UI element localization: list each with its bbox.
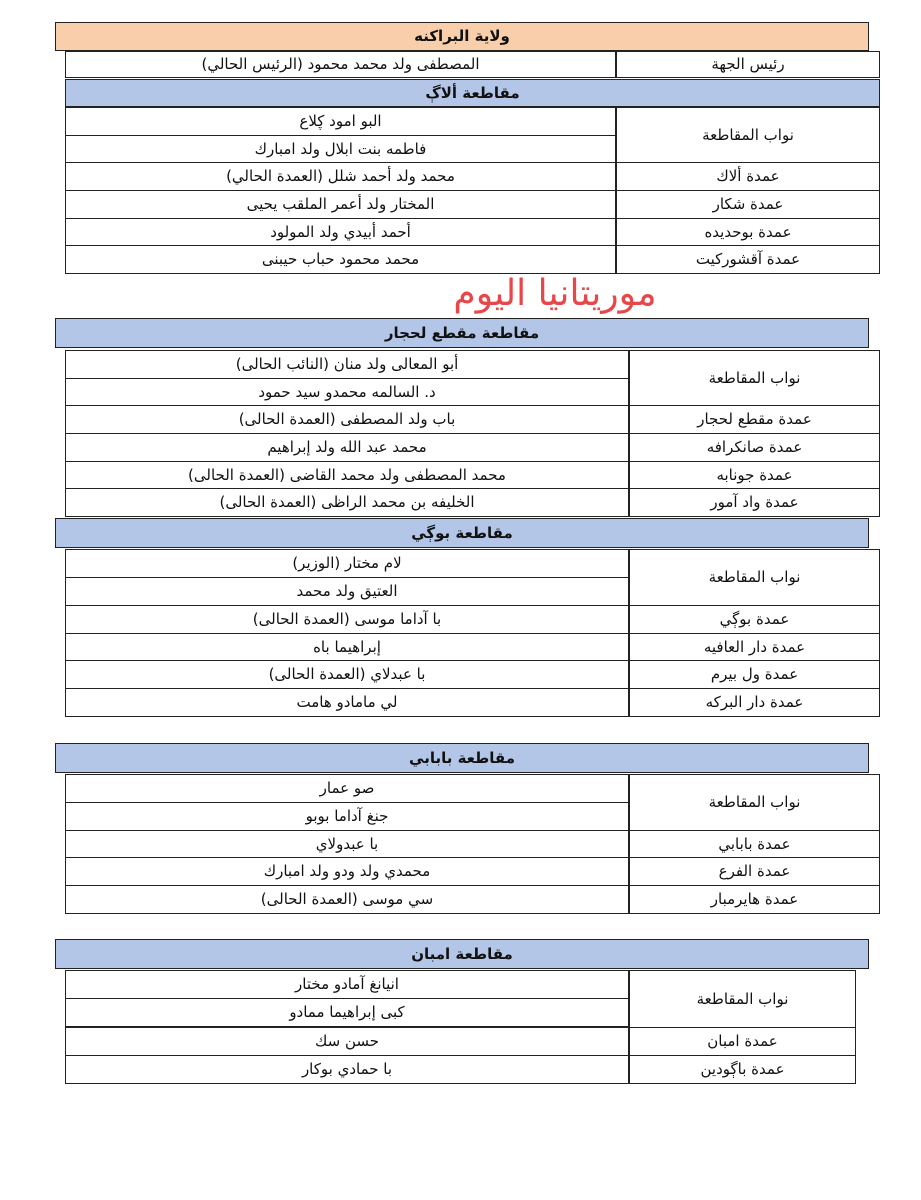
section-title: مقاطعة ألاڳ	[65, 79, 880, 107]
deputies-label: نواب المقاطعة	[629, 774, 880, 831]
watermark-text: موريتانيا اليوم	[453, 273, 657, 314]
deputy-name: العتيق ولد محمد	[65, 577, 629, 606]
mayor-label: عمدة بابابي	[629, 830, 880, 859]
mayor-label: عمدة شكار	[616, 190, 880, 219]
section-title: مقاطعة مقطع لحجار	[55, 318, 869, 348]
mayor-label: عمدة آقشوركيت	[616, 245, 880, 274]
mayor-name: با عبدولاي	[65, 830, 629, 859]
deputies-label: نواب المقاطعة	[629, 970, 856, 1028]
mayor-name: حسن سك	[65, 1027, 629, 1056]
mayor-name: محمد محمود حباب حيبنى	[65, 245, 616, 274]
deputy-name: جنغ آداما بوبو	[65, 802, 629, 831]
mayor-name: محمدي ولد ودو ولد امبارك	[65, 857, 629, 886]
deputies-label: نواب المقاطعة	[629, 549, 880, 606]
mayor-label: عمدة دار العافيه	[629, 633, 880, 662]
mayor-label: عمدة صانكرافه	[629, 433, 880, 462]
head-value-cell: المصطفى ولد محمد محمود (الرئيس الحالي)	[65, 51, 616, 78]
mayor-label: عمدة بوحديده	[616, 218, 880, 247]
mayor-label: عمدة جونابه	[629, 461, 880, 490]
deputy-name: صو عمار	[65, 774, 629, 803]
mayor-name: محمد المصطفى ولد محمد القاضى (العمدة الحالى)	[65, 461, 629, 490]
mayor-name: محمد عبد الله ولد إبراهيم	[65, 433, 629, 462]
deputy-name: كبى إبراهيما ممادو	[65, 998, 629, 1027]
deputies-label: نواب المقاطعة	[629, 350, 880, 406]
mayor-label: عمدة هايرمبار	[629, 885, 880, 914]
mayor-label: عمدة واد آمور	[629, 488, 880, 517]
wilaya-title: ولاية البراكنه	[55, 22, 869, 51]
mayor-label: عمدة باڳودين	[629, 1055, 856, 1084]
mayor-label: عمدة الفرع	[629, 857, 880, 886]
deputy-name: د. السالمه محمدو سيد حمود	[65, 378, 629, 407]
mayor-name: محمد ولد أحمد شلل (العمدة الحالي)	[65, 162, 616, 191]
mayor-name: لي مامادو هامت	[65, 688, 629, 717]
mayor-name: إبراهيما باه	[65, 633, 629, 662]
mayor-name: سي موسى (العمدة الحالى)	[65, 885, 629, 914]
section-title: مقاطعة بوڳي	[55, 518, 869, 548]
mayor-name: باب ولد المصطفى (العمدة الحالى)	[65, 405, 629, 434]
mayor-label: عمدة مقطع لحجار	[629, 405, 880, 434]
deputy-name: فاطمه بنت ابلال ولد امبارك	[65, 135, 616, 164]
mayor-label: عمدة بوڳي	[629, 605, 880, 634]
mayor-name: أحمد أبيدي ولد المولود	[65, 218, 616, 247]
deputy-name: البو امود ڮلاع	[65, 107, 616, 136]
head-label-cell: رئيس الجهة	[616, 51, 880, 78]
deputy-name: أبو المعالى ولد منان (النائب الحالى)	[65, 350, 629, 379]
mayor-name: المختار ولد أعمر الملقب يحيى	[65, 190, 616, 219]
mayor-label: عمدة دار البركه	[629, 688, 880, 717]
deputies-label: نواب المقاطعة	[616, 107, 880, 163]
mayor-name: با عبدلاي (العمدة الحالى)	[65, 660, 629, 689]
mayor-label: عمدة ألاك	[616, 162, 880, 191]
mayor-name: الخليفه بن محمد الراظى (العمدة الحالى)	[65, 488, 629, 517]
mayor-name: با حمادي بوكار	[65, 1055, 629, 1084]
deputy-name: لام مختار (الوزير)	[65, 549, 629, 578]
mayor-label: عمدة ول بيرم	[629, 660, 880, 689]
mayor-name: با آداما موسى (العمدة الحالى)	[65, 605, 629, 634]
section-title: مقاطعة بابابي	[55, 743, 869, 773]
mayor-label: عمدة امبان	[629, 1027, 856, 1056]
deputy-name: انيانغ آمادو مختار	[65, 970, 629, 999]
section-title: مقاطعة امبان	[55, 939, 869, 969]
